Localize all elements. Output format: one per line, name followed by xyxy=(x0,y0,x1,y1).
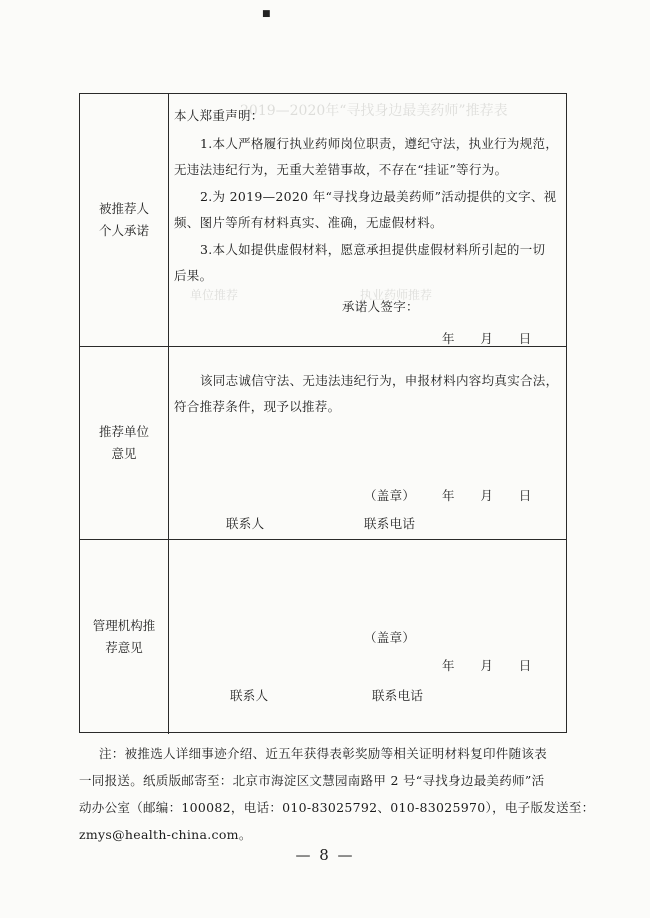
bleed-line: 单位推荐 xyxy=(190,288,239,302)
unit-seal: （盖章） xyxy=(364,488,416,503)
declaration-intro: 本人郑重声明： xyxy=(174,108,264,123)
unit-opinion-label xyxy=(80,346,169,539)
authority-seal: （盖章） xyxy=(364,630,416,645)
unit-opinion-content xyxy=(168,346,566,539)
authority-opinion-label xyxy=(80,539,169,734)
label-line: 个人承诺 xyxy=(98,223,149,238)
unit-date: 年 月 日 xyxy=(442,488,532,503)
label-line: 荐意见 xyxy=(105,639,143,655)
signature-label: 承诺人签字： xyxy=(342,299,419,314)
commitment-item-3: 3.本人如提供虚假材料，愿意承担提供虚假材料所引起的一切 xyxy=(200,242,546,257)
footnote-line: 注：被推选人详细事迹介绍、近五年获得表彰奖励等相关证明材料复印件随该表 xyxy=(99,746,548,761)
personal-commitment-row xyxy=(80,94,566,347)
commitment-item-2-cont: 频、图片等所有材料真实、准确，无虚假材料。 xyxy=(174,215,443,230)
unit-opinion-row xyxy=(80,346,566,540)
unit-contact-label: 联系人 xyxy=(226,516,265,531)
unit-opinion-text: 该同志诚信守法、无违法违纪行为，申报材料内容均真实合法， xyxy=(200,373,559,388)
authority-date: 年 月 日 xyxy=(442,658,532,673)
authority-contact-label: 联系人 xyxy=(230,688,269,703)
commitment-item-3-cont: 后果。 xyxy=(174,268,213,283)
label-line: 意见 xyxy=(111,445,137,461)
commitment-item-1: 1.本人严格履行执业药师岗位职责，遵纪守法，执业行为规范， xyxy=(200,136,559,151)
personal-commitment-label xyxy=(80,94,169,346)
footnote-line: 动办公室（邮编：100082，电话：010-83025792、010-83025970），电子版发送至： xyxy=(79,800,595,815)
commitment-item-2: 2.为 2019—2020 年“寻找身边最美药师”活动提供的文字、视 xyxy=(200,189,557,204)
unit-phone-label: 联系电话 xyxy=(364,516,416,531)
bleed-line: 执业药师推荐 xyxy=(360,288,433,302)
footnote-line: 一同报送。纸质版邮寄至：北京市海淀区文慧园南路甲 2 号“寻找身边最美药师”活 xyxy=(79,773,545,788)
unit-opinion-text-cont: 符合推荐条件，现予以推荐。 xyxy=(174,399,341,414)
footnote xyxy=(79,740,595,848)
personal-commitment-content xyxy=(168,94,566,346)
bleed-title: 2019—2020年“寻找身边最美药师”推荐表 xyxy=(240,103,508,119)
scan-mark: ■ xyxy=(262,9,271,19)
page-number: — 8 — xyxy=(295,846,355,864)
commitment-item-1-cont: 无违法违纪行为，无重大差错事故，不存在“挂证”等行为。 xyxy=(174,162,508,177)
footnote-email: zmys@health-china.com。 xyxy=(79,827,252,842)
authority-phone-label: 联系电话 xyxy=(372,688,424,703)
label-line: 被推荐人 xyxy=(98,201,149,216)
authority-opinion-content xyxy=(168,539,566,734)
label-line: 推荐单位 xyxy=(98,423,149,439)
authority-opinion-row xyxy=(80,539,566,734)
signature-date: 年 月 日 xyxy=(442,331,532,346)
label-line: 管理机构推 xyxy=(92,617,156,633)
recommendation-form-table xyxy=(79,93,567,733)
